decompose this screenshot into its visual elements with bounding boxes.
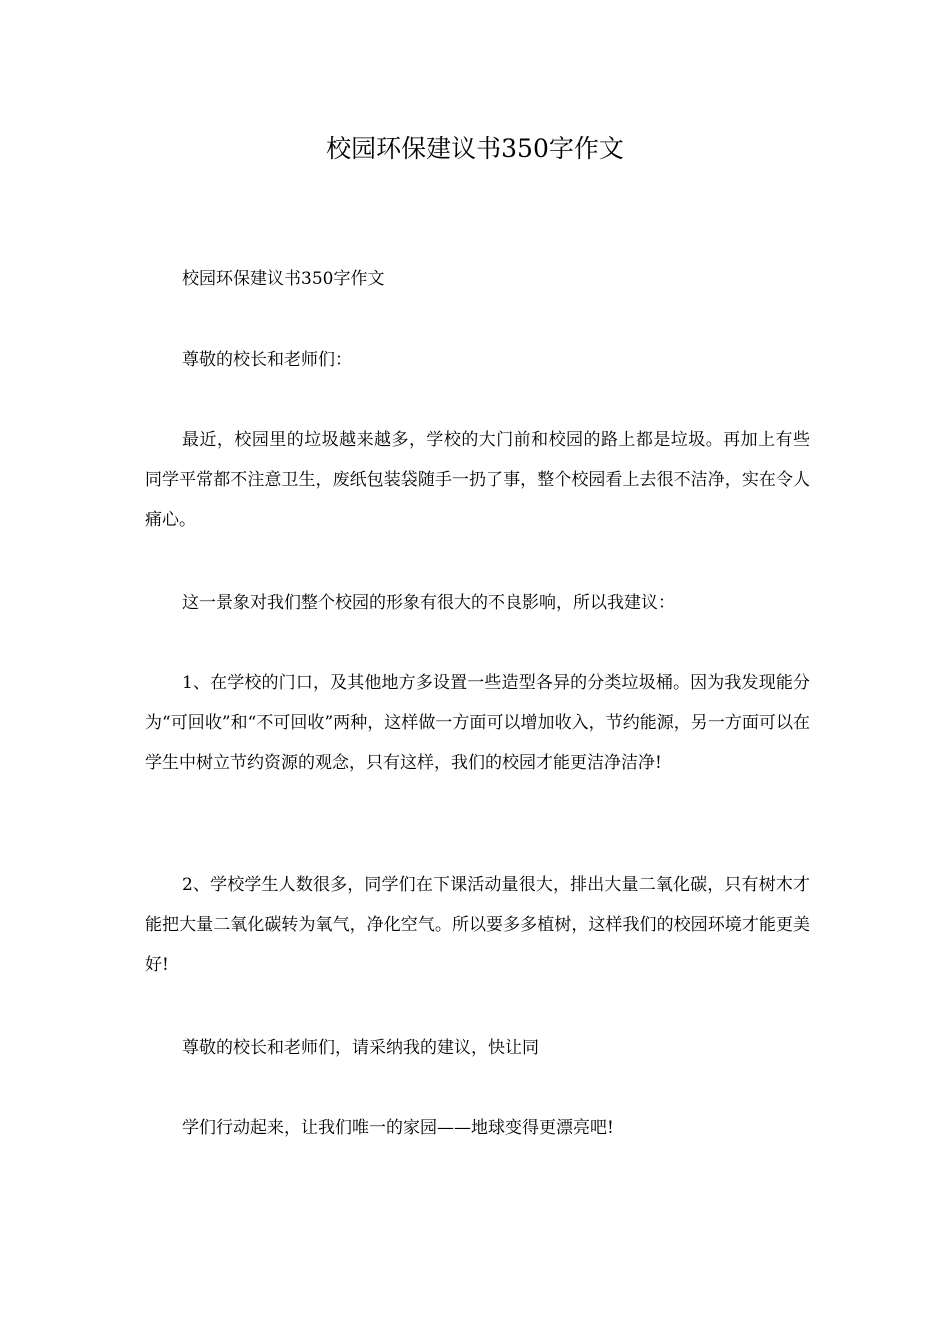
paragraph-closing-1: 尊敬的校长和老师们，请采纳我的建议，快让同: [182, 1038, 539, 1058]
paragraph-intro: 最近，校园里的垃圾越来越多，学校的大门前和校园的路上都是垃圾。再加上有些同学平常都不注意卫生，废纸包装袋随手一扔了事，整个校园看上去很不洁净，实在令人痛心。: [145, 430, 810, 530]
paragraph-suggestion-1: 1、在学校的门口，及其他地方多设置一些造型各异的分类垃圾桶。因为我发现能分为“可回收”和“不可回收”两种，这样做一方面可以增加收入，节约能源，另一方面可以在学生中树立节约资源的观念，只有这样，我们的校园才能更洁净洁净!: [145, 673, 810, 773]
paragraph-salutation: 尊敬的校长和老师们：: [182, 350, 352, 370]
paragraph-heading-repeat: 校园环保建议书350字作文: [182, 269, 385, 289]
document-title: 校园环保建议书350字作文: [326, 134, 624, 163]
paragraph-transition: 这一景象对我们整个校园的形象有很大的不良影响，所以我建议：: [182, 593, 675, 613]
paragraph-suggestion-2: 2、学校学生人数很多，同学们在下课活动量很大，排出大量二氧化碳，只有树木才能把大量二氧化碳转为氧气，净化空气。所以要多多植树，这样我们的校园环境才能更美好!: [145, 875, 810, 975]
paragraph-closing-2: 学们行动起来，让我们唯一的家园——地球变得更漂亮吧!: [182, 1118, 614, 1138]
